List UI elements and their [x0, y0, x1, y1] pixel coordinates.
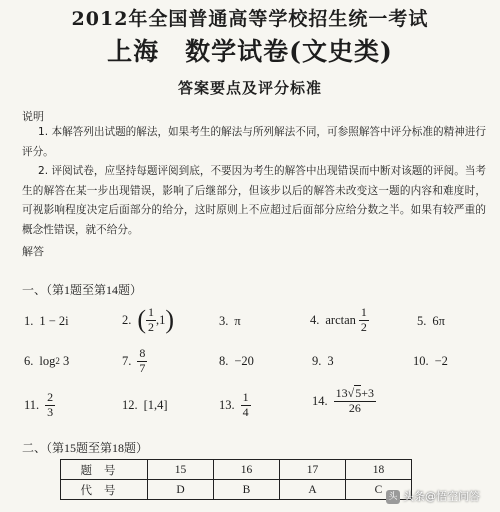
answer-number: 3. — [219, 313, 229, 328]
answer-13 — [219, 387, 251, 423]
paper-title — [0, 32, 500, 68]
answer-value: [1,4] — [143, 397, 168, 412]
paper-subject: 数学试卷(文史类) — [185, 37, 393, 66]
answer-number: 6. — [24, 353, 34, 368]
numerator: 8 — [139, 346, 146, 361]
answer-value: π — [234, 313, 241, 328]
answer-subscript: 2 — [55, 356, 60, 366]
answer-number: 9. — [312, 353, 322, 368]
answer-number: 10. — [413, 353, 429, 368]
numerator-tail: +3 — [361, 386, 374, 401]
document-title: 答案要点及评分标准 — [177, 79, 322, 97]
answer-value: 6π — [432, 313, 445, 328]
denominator: 7 — [139, 360, 146, 375]
answer-8 — [219, 350, 254, 372]
denominator: 3 — [47, 404, 54, 419]
answer-2 — [122, 301, 174, 339]
table-cell: D — [148, 480, 214, 500]
section-1-title: 一、（第1题至第14题） — [22, 283, 143, 297]
answer-number: 12. — [122, 397, 138, 412]
denominator: 4 — [242, 404, 249, 419]
numerator: 1 — [148, 305, 155, 320]
table-row — [61, 480, 412, 500]
answer-number: 14. — [312, 393, 328, 408]
numerator: 1 — [360, 305, 367, 320]
answer-12 — [122, 394, 168, 416]
table-cell: 16 — [214, 460, 280, 480]
radicand: 5 — [355, 386, 362, 401]
answer-number: 2. — [122, 312, 132, 327]
instruction-paragraph-1: 1. 本解答列出试题的解法，如果考生的解法与所列解法不同，可参照解答中评分标准的精神进行评分。 — [22, 126, 486, 158]
instructions-heading: 说明 — [22, 110, 44, 123]
section-2-title: 二、（第15题至第18题） — [22, 441, 149, 455]
table-cell: 18 — [346, 460, 412, 480]
fraction — [137, 347, 147, 374]
answer-prefix: arctan — [325, 312, 356, 327]
fraction — [146, 306, 156, 333]
answer-number: 5. — [417, 313, 427, 328]
answer-tail: 3 — [59, 353, 70, 368]
region-label: 上海 — [107, 37, 160, 66]
paren-open: ( — [137, 305, 147, 334]
numerator: 1 — [242, 390, 249, 405]
watermark — [386, 488, 480, 504]
answer-number: 4. — [310, 312, 320, 327]
answer-number: 1. — [24, 313, 34, 328]
paren-close: ) — [165, 305, 175, 334]
denominator: 26 — [348, 400, 361, 415]
answer-number: 11. — [24, 397, 40, 412]
denominator: 2 — [148, 319, 155, 334]
row-header-code: 代号 — [61, 480, 148, 500]
watermark-logo-icon: 头 — [386, 490, 400, 504]
answer-value: 1 − 2i — [39, 313, 69, 328]
answer-number: 8. — [219, 353, 229, 368]
answer-prefix: log — [39, 353, 56, 368]
answer-11 — [24, 387, 55, 423]
answer-5 — [417, 310, 445, 332]
answer-7 — [122, 343, 147, 379]
answer-value: 3 — [327, 353, 334, 368]
answer-1 — [24, 310, 69, 332]
answer-table — [60, 459, 412, 500]
denominator: 2 — [360, 319, 367, 334]
table-cell: B — [214, 480, 280, 500]
table-cell: 17 — [280, 460, 346, 480]
numerator: 2 — [47, 390, 54, 405]
table-cell: A — [280, 480, 346, 500]
answer-value: −2 — [434, 353, 448, 368]
answer-tail: ,1 — [156, 312, 166, 327]
answer-4 — [310, 301, 369, 339]
fraction — [45, 391, 55, 418]
exam-title: 2012年全国普通高等学校招生统一考试 — [71, 8, 429, 30]
row-header-question: 题号 — [61, 460, 148, 480]
answer-9 — [312, 350, 334, 372]
answer-3 — [219, 310, 241, 332]
numerator-coefficient: 13 — [335, 386, 348, 401]
numerator: 13√5+3 — [335, 386, 374, 401]
answer-value: −20 — [234, 353, 254, 368]
answers-heading: 解答 — [22, 245, 44, 258]
table-cell: 15 — [148, 460, 214, 480]
answer-14 — [312, 381, 376, 421]
watermark-text: 头条@悟空问答 — [403, 490, 480, 503]
fraction — [334, 387, 376, 414]
answer-6 — [24, 350, 69, 372]
answer-10 — [413, 350, 448, 372]
instruction-paragraph-2: 2. 评阅试卷，应坚持每题评阅到底，不要因为考生的解答中出现错误而中断对该题的评阅。当考生的解答在某一步出现错误，影响了后继部分，但该步以后的解答未改变这一题的内容和难度时，可视影响程度决定后面部分的给分，这时原则上不应超过后面部分应给分数之半。如果有较严重的概念性错误，就不给分。 — [22, 165, 486, 236]
answer-number: 7. — [122, 353, 132, 368]
answer-number: 13. — [219, 397, 235, 412]
fraction — [359, 306, 369, 333]
table-row — [61, 460, 412, 480]
table-cell: C — [346, 480, 412, 500]
fraction — [241, 391, 251, 418]
